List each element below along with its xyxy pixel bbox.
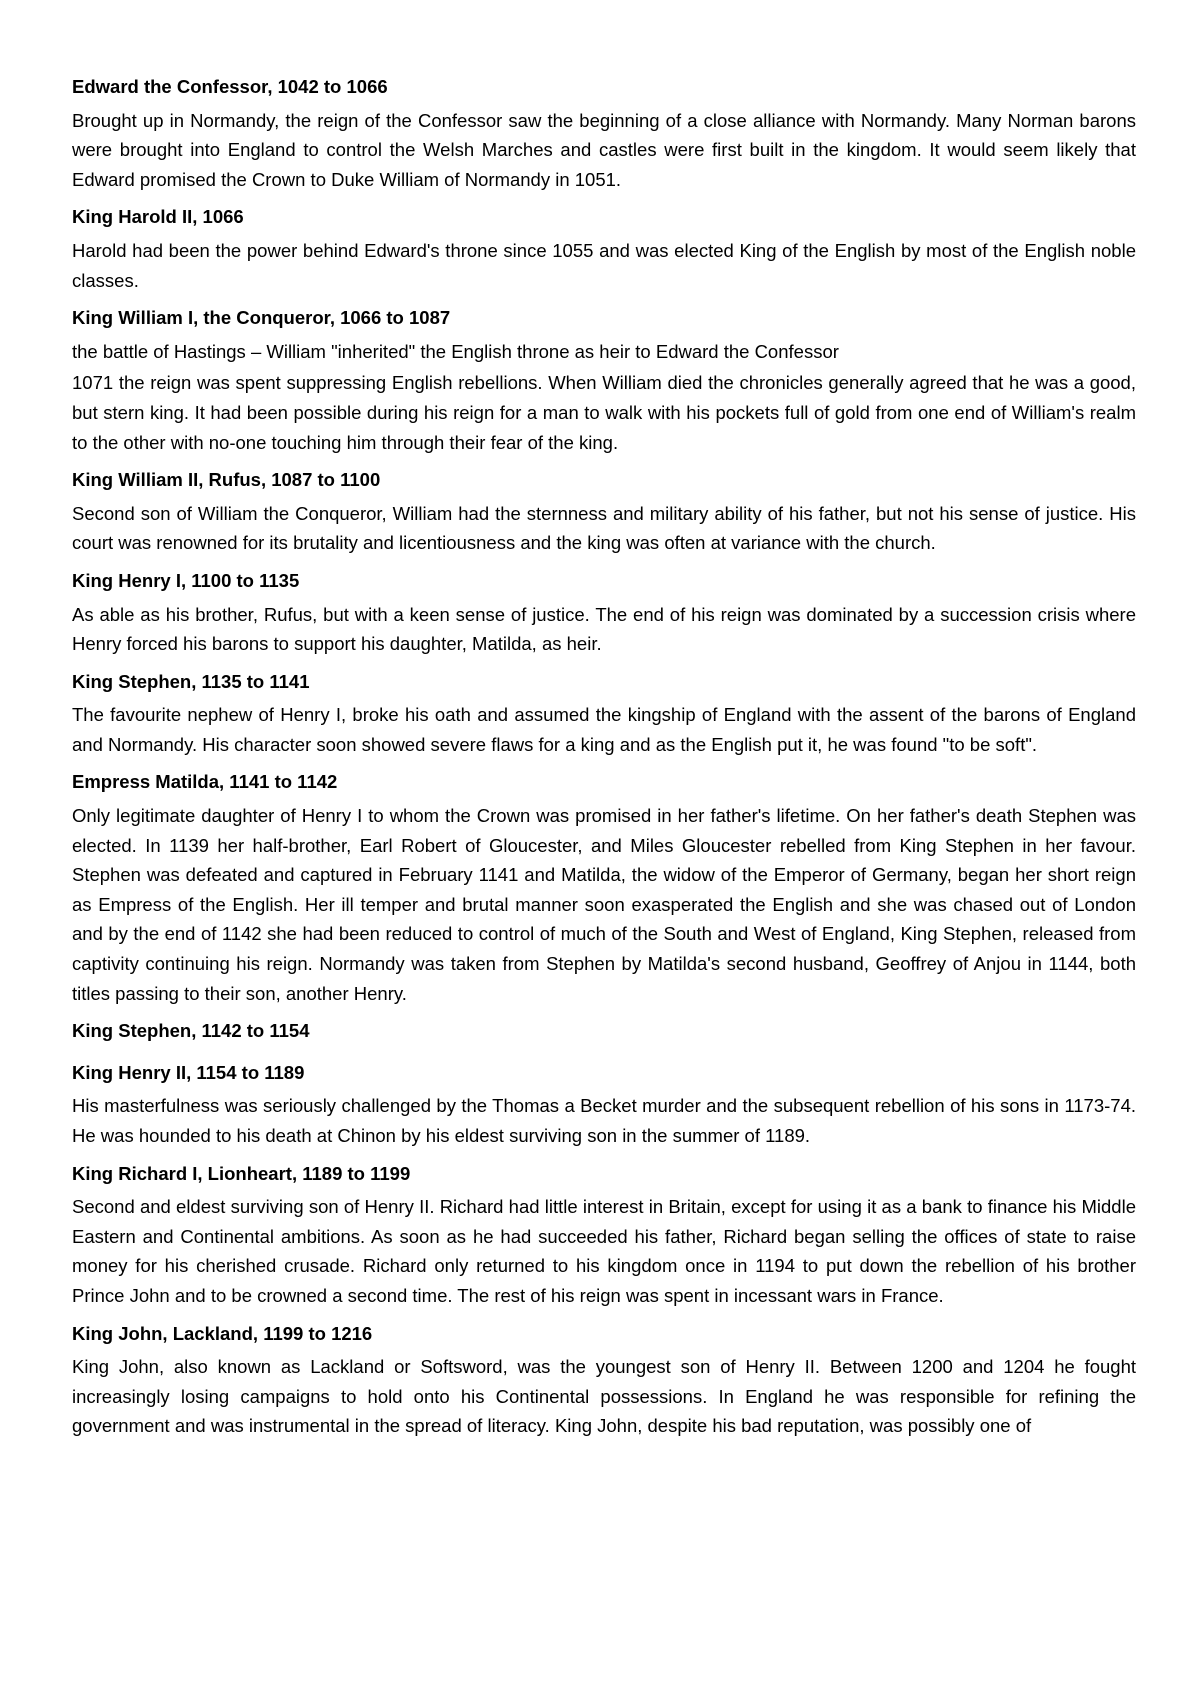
entry-paragraph: 1071 the reign was spent suppressing English rebellions. When William died the chronicles generally agreed that he was a good, but stern king. It had been possible during his reign for a man to walk with his pockets full of gold from one end of William's realm to the other with no-one touching him through their fear of the king. xyxy=(72,372,1136,453)
entry-title: King William II, Rufus, 1087 to 1100 xyxy=(72,469,381,491)
entry-paragraph: Second son of William the Conqueror, William had the sternness and military ability of his father, but not his sense of justice. His court was renowned for its brutality and licentiousness and the king was often at variance with the church. xyxy=(72,502,1136,554)
entry-paragraph: Brought up in Normandy, the reign of the Confessor saw the beginning of a close alliance with Normandy. Many Norman barons were brought into England to control the Welsh Marches and castles were first built in the kingdom. It would seem likely that Edward promised the Crown to Duke William of Normandy in 1051. xyxy=(72,109,1136,190)
entry-title: King Harold II, 1066 xyxy=(72,206,244,228)
entry-paragraph: Harold had been the power behind Edward's throne since 1055 and was elected King of the English by most of the English noble classes. xyxy=(72,239,1136,291)
entry-title: Edward the Confessor, 1042 to 1066 xyxy=(72,76,388,97)
entry-empress-matilda xyxy=(72,767,1136,1008)
entry-title: King Richard I, Lionheart, 1189 to 1199 xyxy=(72,1162,411,1184)
entry-paragraph: Only legitimate daughter of Henry I to whom the Crown was promised in her father's lifetime. On her father's death Stephen was elected. In 1139 her half-brother, Earl Robert of Gloucester, and Miles Gloucester rebelled from King Stephen in her favour. Stephen was defeated and captured in February 1141 and Matilda, the widow of the Emperor of Germany, began her short reign as Empress of the English. Her ill temper and brutal manner soon exasperated the English and she was chased out of London and by the end of 1142 she had been reduced to control of much of the South and West of England, King Stephen, released from captivity continuing his reign. Normandy was taken from Stephen by Matilda's second husband, Geoffrey of Anjou in 1144, both titles passing to their son, another Henry. xyxy=(72,805,1136,1004)
entry-william-ii xyxy=(72,465,1136,558)
entry-paragraph: The favourite nephew of Henry I, broke his oath and assumed the kingship of England with the assent of the barons of England and Normandy. His character soon showed severe flaws for a king and as the English put it, he was found "to be soft". xyxy=(72,704,1136,755)
entry-title: King Henry I, 1100 to 1135 xyxy=(72,569,300,591)
entry-title: King Stephen, 1135 to 1141 xyxy=(72,670,310,692)
entry-henry-ii xyxy=(72,1058,1136,1151)
entry-edward-the-confessor xyxy=(72,72,1136,194)
entry-richard-i xyxy=(72,1159,1136,1311)
entry-paragraph: Second and eldest surviving son of Henry II. Richard had little interest in Britain, except for using it as a bank to finance his Middle Eastern and Continental ambitions. As soon as he had succeeded his father, Richard began selling the offices of state to raise money for his cherished crusade. Richard only returned to his kingdom once in 1194 to put down the rebellion of his brother Prince John and to be crowned a second time. The rest of his reign was spent in incessant wars in France. xyxy=(72,1196,1136,1306)
entry-harold-ii xyxy=(72,202,1136,295)
document-page xyxy=(72,72,1136,1449)
entry-title: King John, Lackland, 1199 to 1216 xyxy=(72,1322,373,1344)
entry-william-i xyxy=(72,303,1136,457)
entry-paragraph: As able as his brother, Rufus, but with a keen sense of justice. The end of his reign was dominated by a succession crisis where Henry forced his barons to support his daughter, Matilda, as heir. xyxy=(72,603,1136,655)
entry-title: King Henry II, 1154 to 1189 xyxy=(72,1061,305,1083)
entry-john xyxy=(72,1319,1136,1441)
entry-paragraph: King John, also known as Lackland or Softsword, was the youngest son of Henry II. Between 1200 and 1204 he fought increasingly losing campaigns to hold onto his Continental possessions. In England he was responsible for refining the government and was instrumental in the spread of literacy. King John, despite his bad reputation, was possibly one of xyxy=(72,1356,1136,1437)
entry-stephen-1142 xyxy=(72,1016,1136,1046)
entry-henry-i xyxy=(72,566,1136,659)
entry-title: Empress Matilda, 1141 to 1142 xyxy=(72,771,338,793)
entry-title: King William I, the Conqueror, 1066 to 1087 xyxy=(72,307,451,329)
entry-paragraph: the battle of Hastings – William "inherited" the English throne as heir to Edward the Confessor xyxy=(72,340,839,362)
entry-stephen-1135 xyxy=(72,667,1136,760)
entry-title: King Stephen, 1142 to 1154 xyxy=(72,1020,310,1042)
entry-paragraph: His masterfulness was seriously challenged by the Thomas a Becket murder and the subsequent rebellion of his sons in 1173-74. He was hounded to his death at Chinon by his eldest surviving son in the summer of 1189. xyxy=(72,1095,1136,1146)
